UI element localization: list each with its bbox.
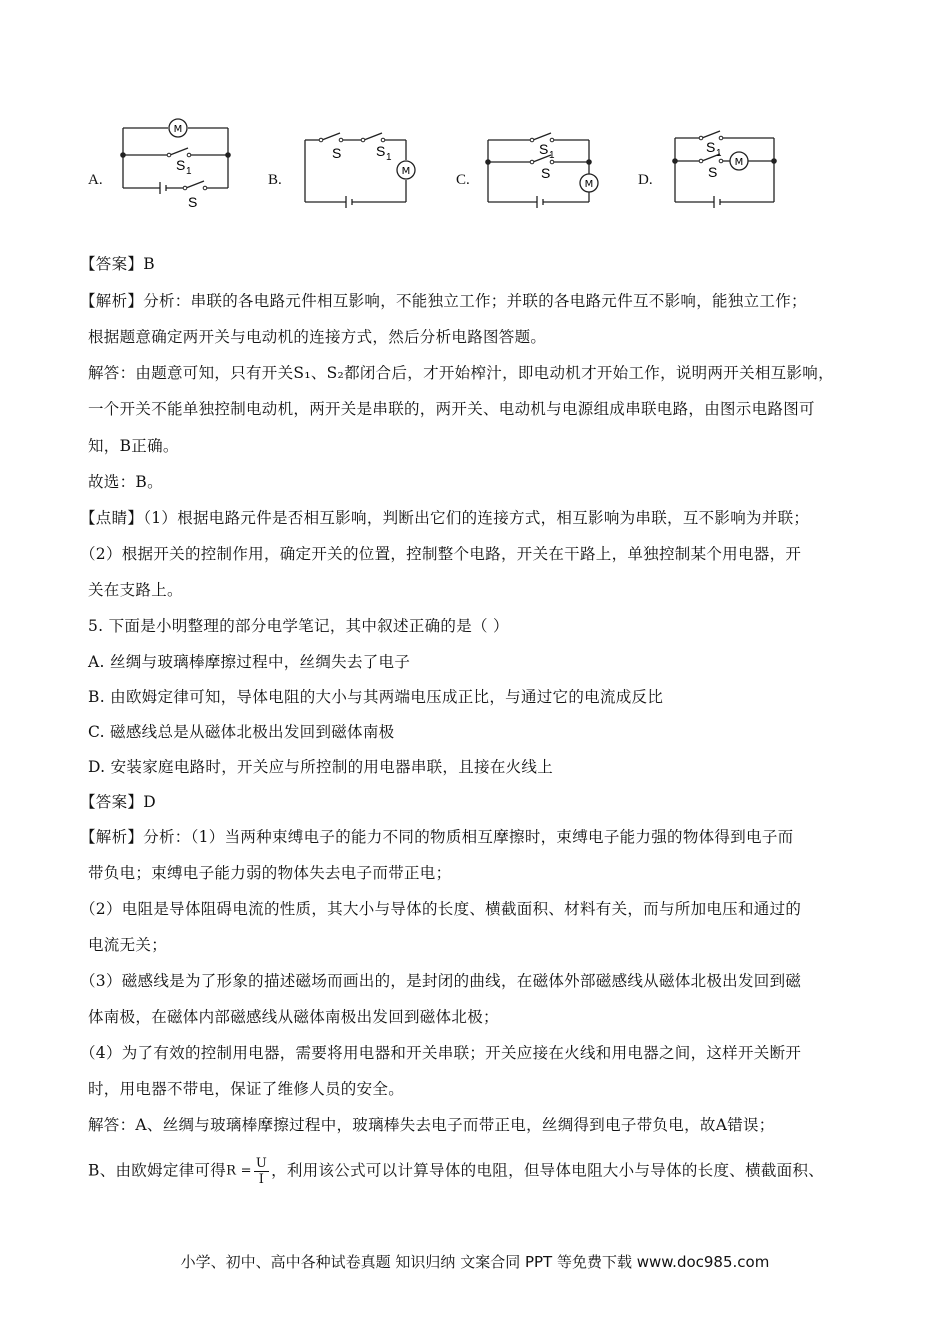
- q5-analysis-8: 时，用电器不带电，保证了维修人员的安全。: [88, 1080, 405, 1098]
- switch-label: S: [332, 145, 342, 161]
- motor-label: M: [173, 124, 183, 135]
- switch-label: S: [541, 165, 551, 181]
- q5-analysis-3: （2）电阻是导体阻碍电流的性质，其大小与导体的长度、横截面积、材料有关，而与所加电压和通过的: [80, 900, 802, 918]
- q5-option-d: D. 安装家庭电路时，开关应与所控制的用电器串联，且接在火线上: [88, 758, 554, 776]
- q4-analysis-1: 【解析】分析：串联的各电路元件相互影响，不能独立工作；并联的各电路元件互不影响，能独立工作；: [80, 292, 807, 310]
- q5-stem: 5. 下面是小明整理的部分电学笔记，其中叙述正确的是（ ）: [88, 617, 509, 635]
- circuit-diagram-a: [120, 118, 235, 214]
- motor-label: M: [401, 166, 411, 177]
- q4-tip-3: 关在支路上。: [88, 581, 183, 599]
- q4-solution-3: 知，B正确。: [88, 437, 179, 455]
- q4-solution-1: 解答：由题意可知，只有开关S₁、S₂都闭合后，才开始榨汁，即电动机才开始工作，说明两开关相互影响，: [88, 364, 834, 382]
- option-d-label: D.: [638, 172, 653, 188]
- q4-answer: 【答案】B: [80, 255, 155, 273]
- svg-text:1: 1: [549, 150, 555, 161]
- q5-answer: 【答案】D: [80, 793, 156, 811]
- q5-analysis-7: （4）为了有效的控制用电器，需要将用电器和开关串联；开关应接在火线和用电器之间，这样开关断开: [80, 1044, 802, 1062]
- option-b-label: B.: [268, 172, 282, 188]
- q4-tip-2: （2）根据开关的控制作用，确定开关的位置，控制整个电路，开关在干路上，单独控制某个用电器，开: [80, 545, 802, 563]
- switch-label: S: [176, 157, 186, 173]
- switch-label: S: [376, 143, 386, 159]
- circuit-diagram-b: [302, 118, 412, 214]
- q5-option-a: A. 丝绸与玻璃棒摩擦过程中，丝绸失去了电子: [88, 653, 411, 671]
- svg-text:1: 1: [716, 148, 722, 159]
- switch-label: S: [188, 194, 198, 210]
- q5-solution-2: B、由欧姆定律可得R = $\frac{U}{I}$ ，利用该公式可以计算导体的电阻，但导体电阻大小与导体的长度、横截面积、: [88, 1156, 825, 1187]
- q4-analysis-2: 根据题意确定两开关与电动机的连接方式，然后分析电路图答题。: [88, 328, 547, 346]
- ohm-law-fraction: $\frac{U}{I}$: [255, 1156, 268, 1187]
- motor-label: M: [734, 157, 744, 168]
- switch-label: S: [539, 141, 549, 157]
- q5-analysis-2: 带负电；束缚电子能力弱的物体失去电子而带正电；: [88, 864, 452, 882]
- svg-text:1: 1: [386, 152, 392, 163]
- q4-solution-2: 一个开关不能单独控制电动机，两开关是串联的，两开关、电动机与电源组成串联电路，由图示电路图可: [88, 400, 815, 418]
- switch-label: S: [708, 164, 718, 180]
- q5-solution-1: 解答：A、丝绸与玻璃棒摩擦过程中，玻璃棒失去电子而带正电，丝绸得到电子带负电，故A错误；: [88, 1116, 775, 1134]
- q5-option-c: C. 磁感线总是从磁体北极出发回到磁体南极: [88, 723, 395, 741]
- q5-option-b: B. 由欧姆定律可知，导体电阻的大小与其两端电压成正比，与通过它的电流成反比: [88, 688, 664, 706]
- option-c-label: C.: [456, 172, 470, 188]
- q5-analysis-4: 电流无关；: [88, 936, 168, 954]
- motor-label: M: [584, 179, 594, 190]
- q4-choice: 故选：B。: [88, 473, 163, 491]
- circuit-diagram-c: [485, 118, 600, 214]
- circuit-diagram-d: [672, 118, 782, 214]
- option-a-label: A.: [88, 172, 103, 188]
- page-footer: 小学、初中、高中各种试卷真题 知识归纳 文案合同 PPT 等免费下载 www.doc985.com: [180, 1253, 770, 1271]
- formula-lhs: R =: [226, 1163, 252, 1179]
- svg-text:1: 1: [186, 166, 192, 177]
- q4-tip-1: 【点睛】（1）根据电路元件是否相互影响，判断出它们的连接方式，相互影响为串联，互不影响为并联；: [80, 509, 810, 527]
- q5-analysis-6: 体南极，在磁体内部磁感线从磁体南极出发回到磁体北极；: [88, 1008, 499, 1026]
- q5-analysis-1: 【解析】分析：（1）当两种束缚电子的能力不同的物质相互摩擦时，束缚电子能力强的物体得到电子而: [80, 828, 794, 846]
- switch-label: S: [706, 139, 716, 155]
- q5-analysis-5: （3）磁感线是为了形象的描述磁场而画出的，是封闭的曲线，在磁体外部磁感线从磁体北极出发回到磁: [80, 972, 802, 990]
